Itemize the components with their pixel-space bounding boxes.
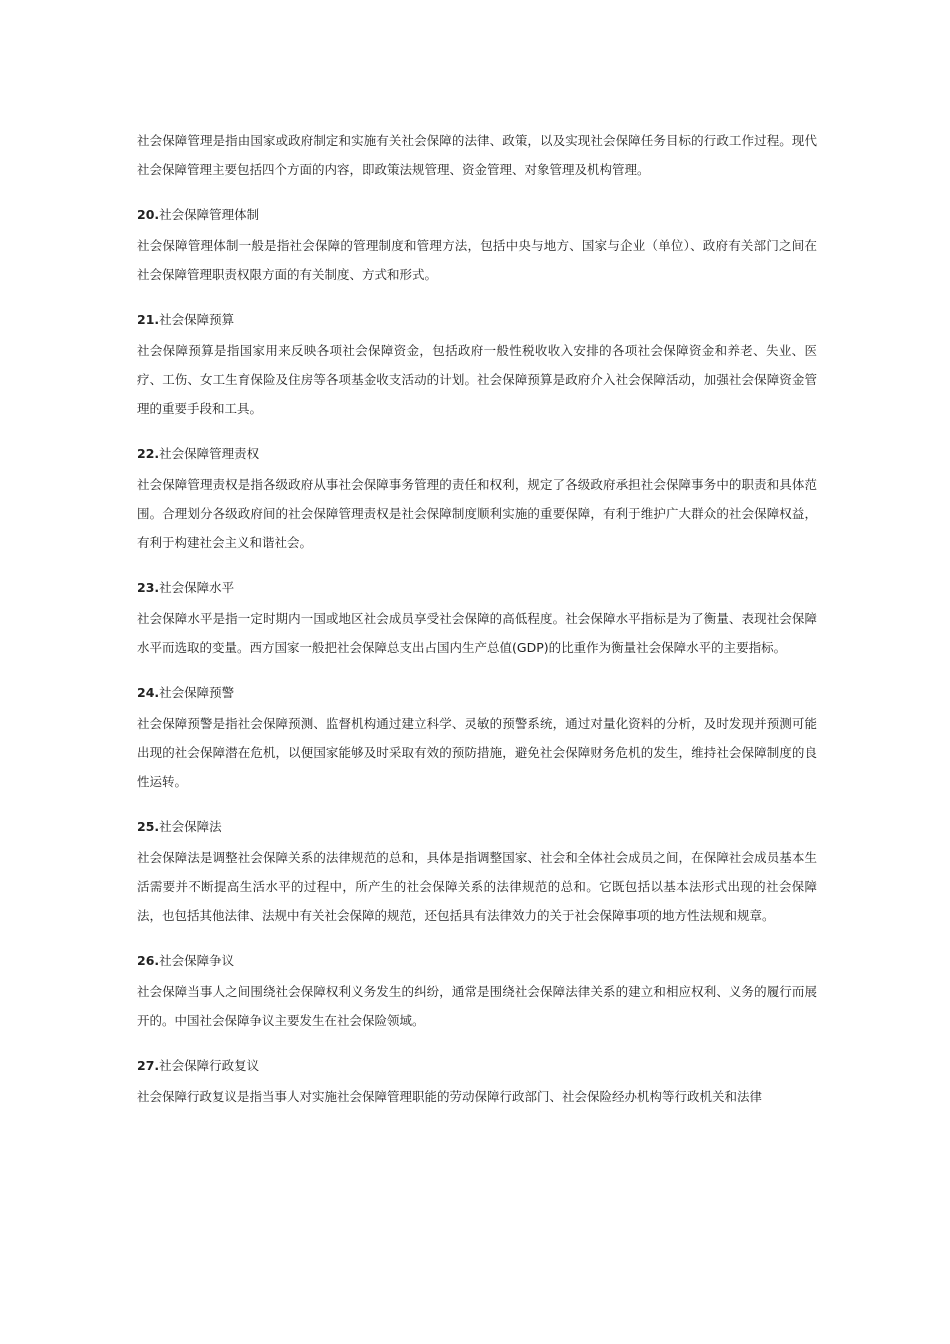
section-26 <box>137 946 817 1035</box>
section-title: 社会保障法 <box>159 819 222 834</box>
section-body: 社会保障水平是指一定时期内一国或地区社会成员享受社会保障的高低程度。社会保障水平指标是为了衡量、表现社会保障水平而选取的变量。西方国家一般把社会保障总支出占国内生产总值(GDP)的比重作为衡量社会保障水平的主要指标。 <box>137 611 817 655</box>
section-body: 社会保障预警是指社会保障预测、监督机构通过建立科学、灵敏的预警系统，通过对量化资料的分析，及时发现并预测可能出现的社会保障潜在危机，以便国家能够及时采取有效的预防措施，避免社会保障财务危机的发生，维持社会保障制度的良性运转。 <box>137 716 817 789</box>
section-20 <box>137 200 817 289</box>
section-body: 社会保障当事人之间围绕社会保障权利义务发生的纠纷，通常是围绕社会保障法律关系的建立和相应权利、义务的履行而展开的。中国社会保障争议主要发生在社会保险领域。 <box>137 984 817 1028</box>
section-title: 社会保障预算 <box>159 312 235 327</box>
section-body: 社会保障管理责权是指各级政府从事社会保障事务管理的责任和权利，规定了各级政府承担社会保障事务中的职责和具体范围。合理划分各级政府间的社会保障管理责权是社会保障制度顺利实施的重要保障，有利于维护广大群众的社会保障权益，有利于构建社会主义和谐社会。 <box>137 477 817 550</box>
section-heading <box>137 305 817 334</box>
section-body: 社会保障法是调整社会保障关系的法律规范的总和，具体是指调整国家、社会和全体社会成员之间，在保障社会成员基本生活需要并不断提高生活水平的过程中，所产生的社会保障关系的法律规范的总和。它既包括以基本法形式出现的社会保障法，也包括其他法律、法规中有关社会保障的规范，还包括具有法律效力的关于社会保障事项的地方性法规和规章。 <box>137 850 817 923</box>
section-23 <box>137 573 817 662</box>
section-body: 社会保障预算是指国家用来反映各项社会保障资金，包括政府一般性税收收入安排的各项社会保障资金和养老、失业、医疗、工伤、女工生育保险及住房等各项基金收支活动的计划。社会保障预算是政府介入社会保障活动，加强社会保障资金管理的重要手段和工具。 <box>137 343 817 416</box>
document-page <box>137 126 817 1111</box>
section-number: 21. <box>137 312 160 327</box>
section-number: 27. <box>137 1058 160 1073</box>
section-title: 社会保障预警 <box>159 685 235 700</box>
section-title: 社会保障行政复议 <box>159 1058 260 1073</box>
section-title: 社会保障管理体制 <box>159 207 260 222</box>
section-heading <box>137 200 817 229</box>
section-body: 社会保障行政复议是指当事人对实施社会保障管理职能的劳动保障行政部门、社会保险经办机构等行政机关和法律 <box>137 1089 763 1104</box>
section-heading <box>137 573 817 602</box>
section-title: 社会保障争议 <box>159 953 235 968</box>
section-number: 20. <box>137 207 160 222</box>
section-title: 社会保障水平 <box>159 580 235 595</box>
section-number: 22. <box>137 446 160 461</box>
section-title: 社会保障管理责权 <box>159 446 260 461</box>
section-21 <box>137 305 817 423</box>
section-24 <box>137 678 817 796</box>
section-number: 23. <box>137 580 160 595</box>
section-heading <box>137 439 817 468</box>
section-number: 26. <box>137 953 160 968</box>
section-27 <box>137 1051 817 1111</box>
section-number: 25. <box>137 819 160 834</box>
section-22 <box>137 439 817 557</box>
section-heading <box>137 1051 817 1080</box>
section-heading <box>137 678 817 707</box>
section-heading <box>137 946 817 975</box>
section-heading <box>137 812 817 841</box>
section-25 <box>137 812 817 930</box>
intro-paragraph: 社会保障管理是指由国家或政府制定和实施有关社会保障的法律、政策，以及实现社会保障任务目标的行政工作过程。现代社会保障管理主要包括四个方面的内容，即政策法规管理、资金管理、对象管理及机构管理。 <box>137 133 817 177</box>
section-number: 24. <box>137 685 160 700</box>
section-body: 社会保障管理体制一般是指社会保障的管理制度和管理方法，包括中央与地方、国家与企业（单位）、政府有关部门之间在社会保障管理职责权限方面的有关制度、方式和形式。 <box>137 238 817 282</box>
